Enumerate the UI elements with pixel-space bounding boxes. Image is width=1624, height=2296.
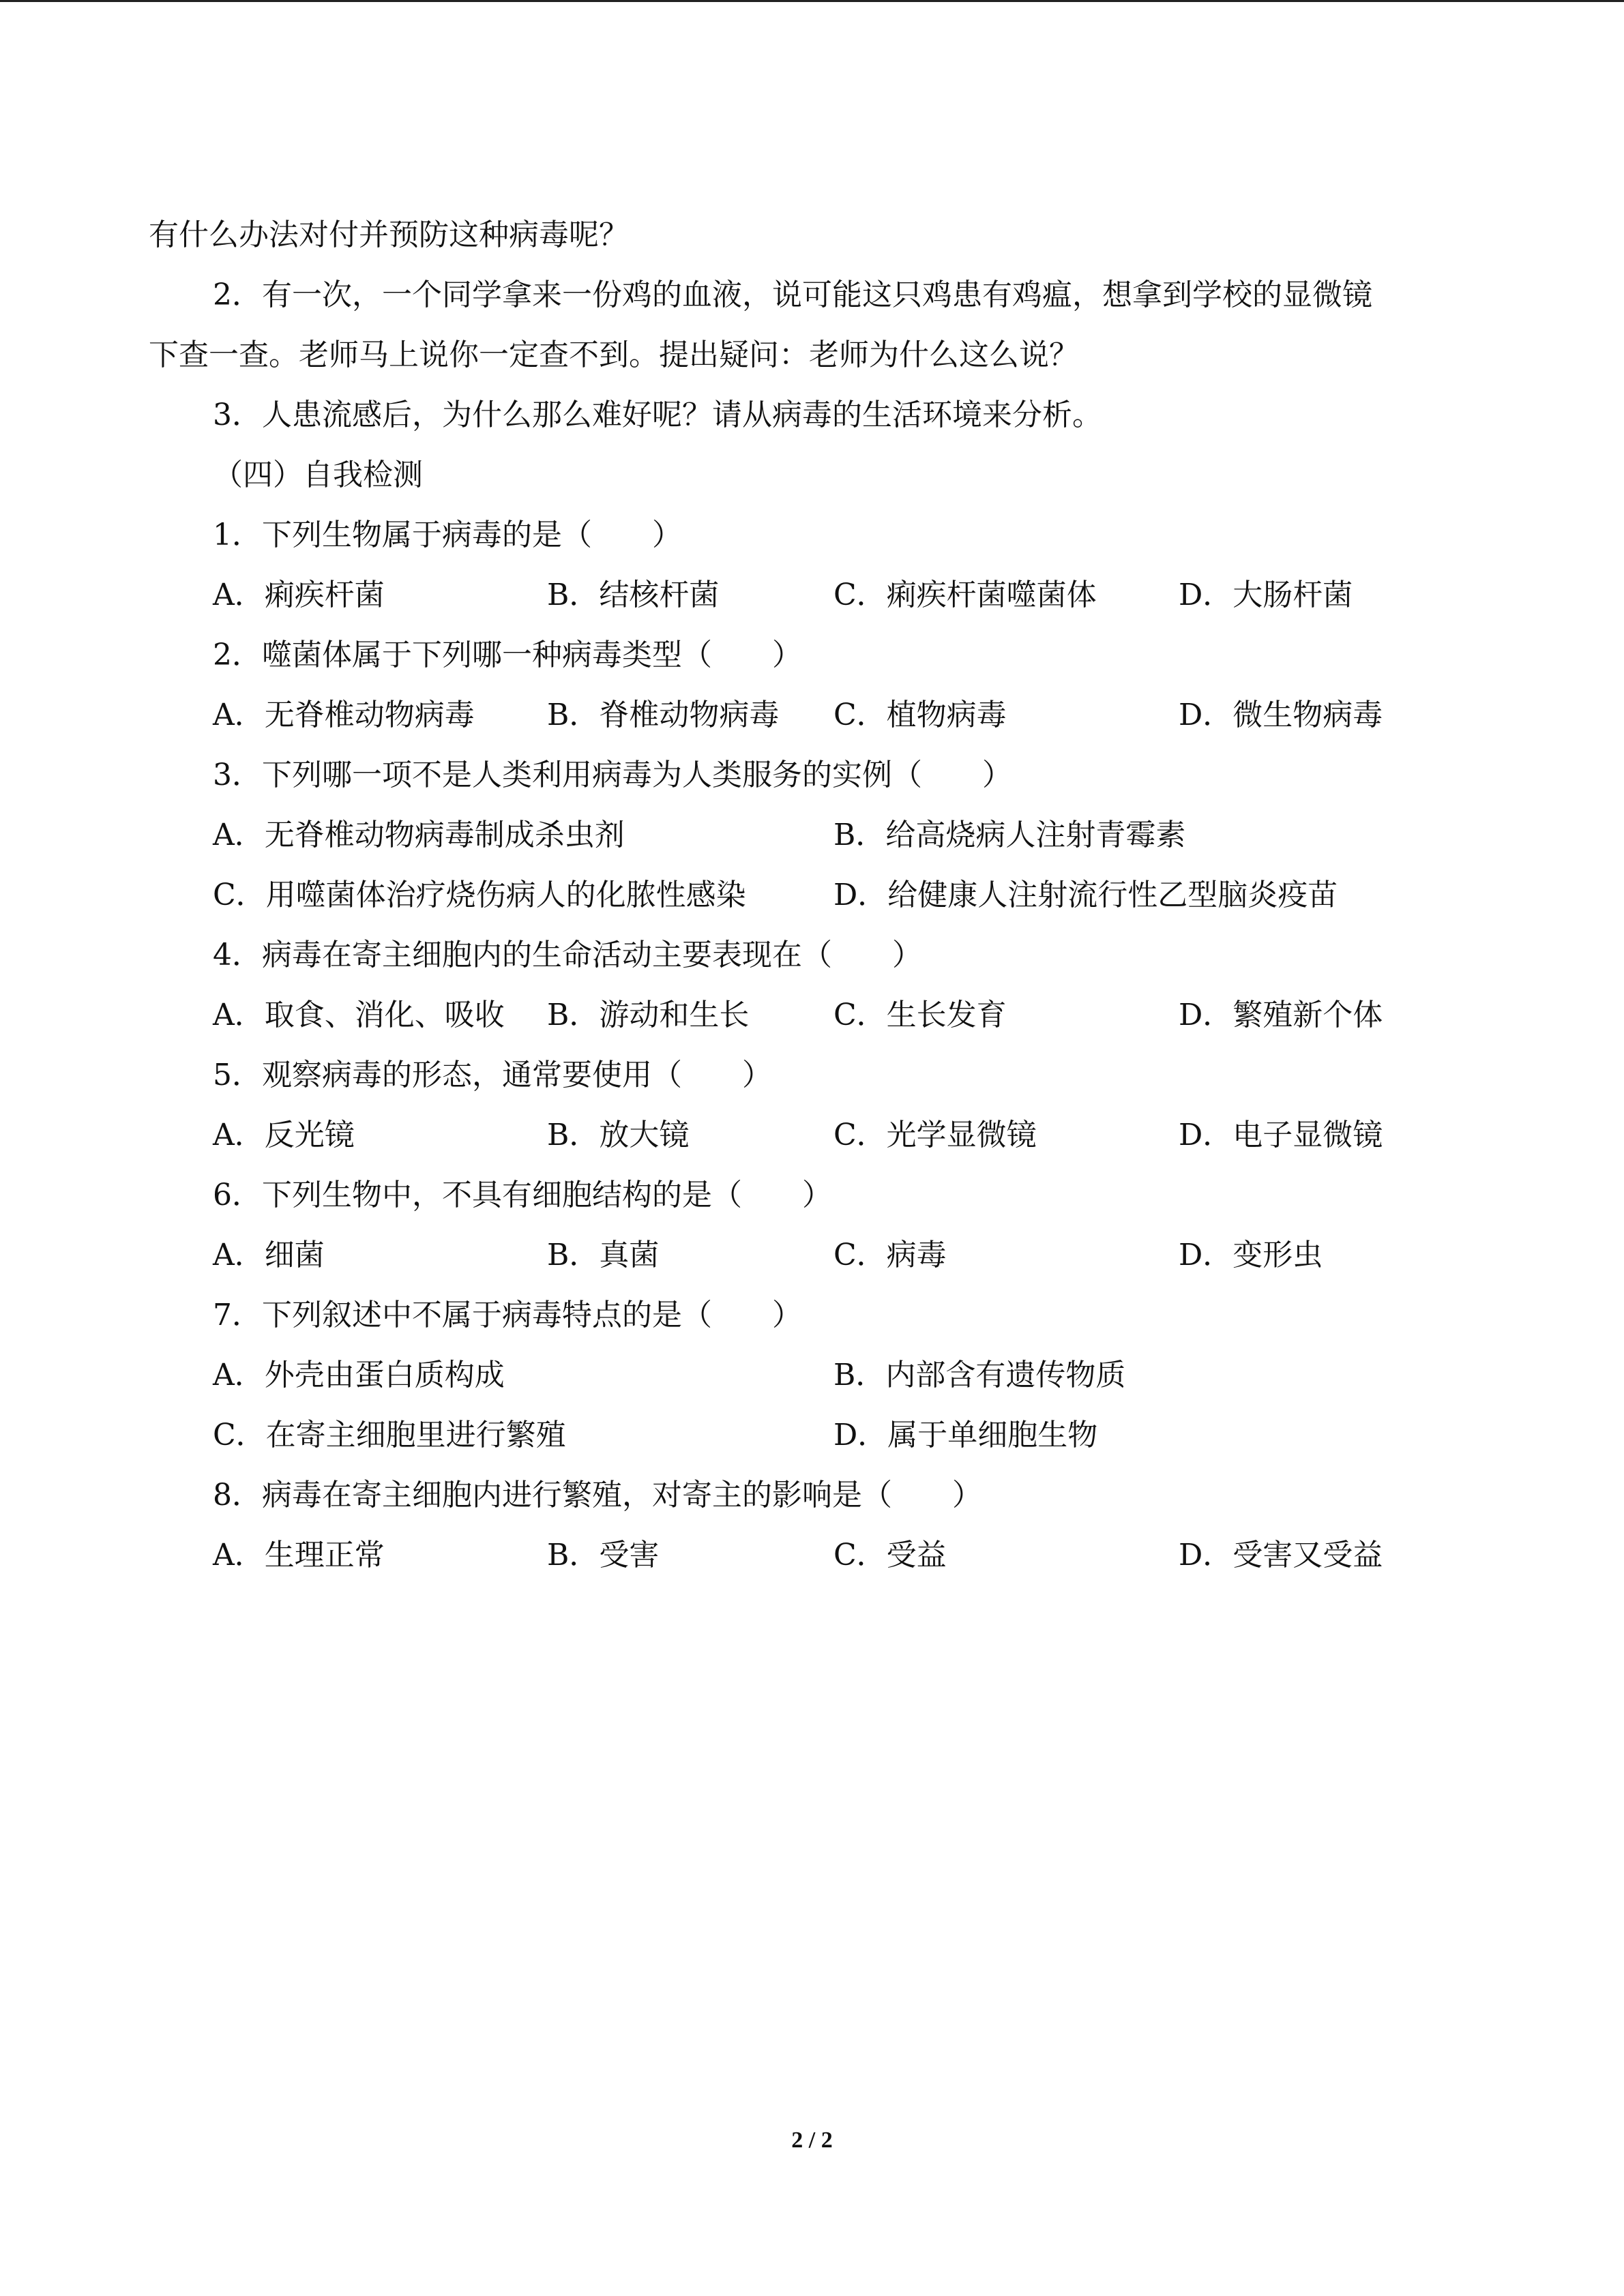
option-d: D．给健康人注射流行性乙型脑炎疫苗	[833, 878, 1338, 912]
question-6-options	[0, 1226, 1624, 1285]
question-8-stem: 8．病毒在寄主细胞内进行繁殖，对寄主的影响是（ ）	[213, 1478, 982, 1512]
option-c: C．用噬菌体治疗烧伤病人的化脓性感染	[213, 878, 746, 912]
option-b: B．受害	[547, 1538, 660, 1572]
question-5-options	[0, 1106, 1624, 1165]
option-d: D．大肠杆菌	[1179, 578, 1353, 612]
option-d: D．电子显微镜	[1179, 1118, 1383, 1152]
option-a: A．反光镜	[213, 1118, 355, 1152]
option-d: D．属于单细胞生物	[833, 1418, 1098, 1452]
option-b: B．放大镜	[547, 1118, 690, 1152]
option-b: B．结核杆菌	[547, 578, 720, 612]
question-1-stem: 1．下列生物属于病毒的是（ ）	[213, 518, 682, 552]
option-c: C．痢疾杆菌噬菌体	[833, 578, 1097, 612]
question-5-stem: 5．观察病毒的形态，通常要使用（ ）	[213, 1058, 772, 1092]
option-d: D．微生物病毒	[1179, 698, 1383, 732]
option-c: C．植物病毒	[833, 698, 1007, 732]
option-d: D．繁殖新个体	[1179, 998, 1383, 1032]
option-a: A．无脊椎动物病毒制成杀虫剂	[213, 818, 625, 852]
option-d: D．变形虫	[1179, 1238, 1323, 1272]
page-number: 2 / 2	[791, 2128, 833, 2153]
option-a: A．外壳由蛋白质构成	[213, 1358, 505, 1392]
paragraph-2-line-2: 下查一查。老师马上说你一定查不到。提出疑问：老师为什么这么说？	[149, 338, 1079, 372]
option-c: C．病毒	[833, 1238, 947, 1272]
option-b: B．内部含有遗传物质	[833, 1358, 1126, 1392]
question-7-options-row-1	[0, 1346, 1624, 1405]
question-4-stem: 4．病毒在寄主细胞内的生命活动主要表现在（ ）	[213, 938, 922, 972]
option-c: C．受益	[833, 1538, 947, 1572]
paragraph-1-continuation: 有什么办法对付并预防这种病毒呢？	[149, 218, 629, 252]
question-7-options-row-2	[0, 1406, 1624, 1465]
option-b: B．给高烧病人注射青霉素	[833, 818, 1186, 852]
question-3-options-row-1	[0, 806, 1624, 865]
option-c: C．生长发育	[833, 998, 1007, 1032]
question-3-stem: 3．下列哪一项不是人类利用病毒为人类服务的实例（ ）	[213, 758, 1012, 792]
option-b: B．游动和生长	[547, 998, 750, 1032]
paragraph-2-line-1: 2．有一次，一个同学拿来一份鸡的血液，说可能这只鸡患有鸡瘟，想拿到学校的显微镜	[213, 278, 1372, 312]
option-a: A．无脊椎动物病毒	[213, 698, 475, 732]
section-title: （四）自我检测	[213, 458, 423, 492]
paragraph-3: 3．人患流感后，为什么那么难好呢？请从病毒的生活环境来分析。	[213, 398, 1102, 432]
option-a: A．细菌	[213, 1238, 325, 1272]
option-c: C．光学显微镜	[833, 1118, 1037, 1152]
option-d: D．受害又受益	[1179, 1538, 1383, 1572]
option-b: B．脊椎动物病毒	[547, 698, 780, 732]
top-border	[0, 0, 1624, 2]
question-2-options	[0, 686, 1624, 745]
question-2-stem: 2．噬菌体属于下列哪一种病毒类型（ ）	[213, 638, 802, 672]
option-b: B．真菌	[547, 1238, 660, 1272]
question-8-options	[0, 1526, 1624, 1585]
question-6-stem: 6．下列生物中，不具有细胞结构的是（ ）	[213, 1178, 832, 1212]
option-a: A．痢疾杆菌	[213, 578, 385, 612]
question-4-options	[0, 986, 1624, 1045]
question-7-stem: 7．下列叙述中不属于病毒特点的是（ ）	[213, 1298, 802, 1332]
question-3-options-row-2	[0, 866, 1624, 925]
option-a: A．取食、消化、吸收	[213, 998, 505, 1032]
question-1-options	[0, 566, 1624, 625]
option-c: C．在寄主细胞里进行繁殖	[213, 1418, 566, 1452]
option-a: A．生理正常	[213, 1538, 385, 1572]
